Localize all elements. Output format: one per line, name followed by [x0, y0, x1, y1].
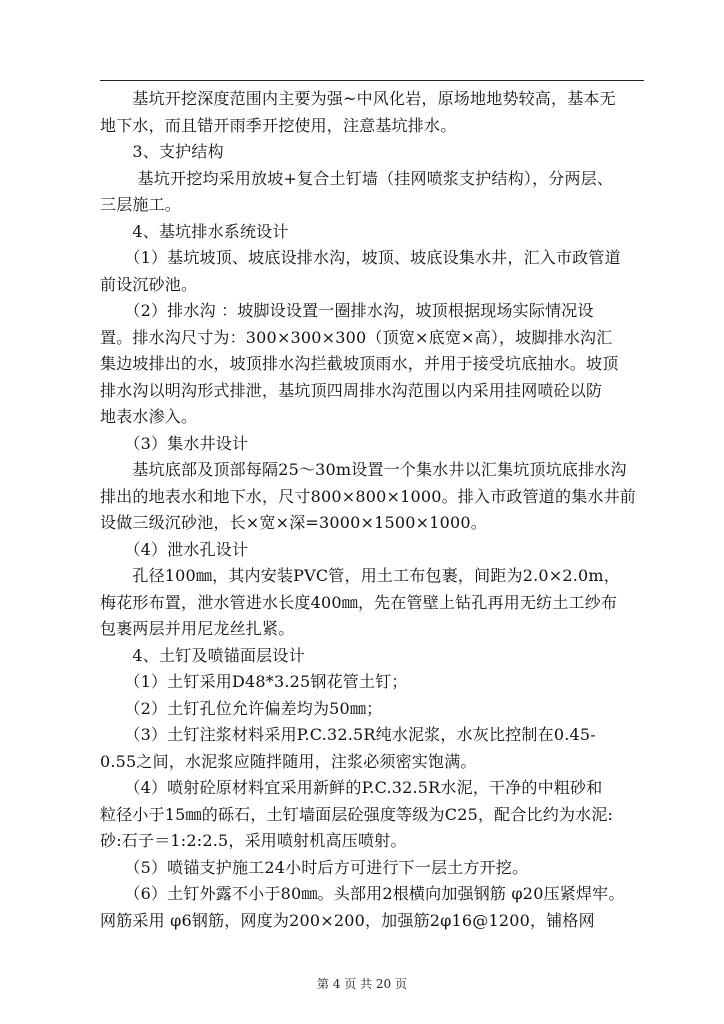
- section-heading: 3、支护结构: [100, 142, 224, 161]
- text-line: （2）排水沟 ：坡脚设设置一圈排水沟，坡顶根据现场实际情况设: [100, 301, 594, 320]
- text-line: 基坑开挖深度范围内主要为强~中风化岩，原场地地势较高，基本无: [100, 89, 616, 108]
- text-line: 粒径小于15㎜的砾石，土钉墙面层砼强度等级为C25，配合比约为水泥:: [100, 804, 614, 824]
- text-line: （2）土钉孔位允许偏差均为50㎜；: [100, 698, 383, 718]
- header-rule: [100, 80, 644, 81]
- text-line: 集边坡排出的水，坡顶排水沟拦截坡顶雨水，并用于接受坑底抽水。坡顶: [100, 354, 619, 373]
- text-line: 三层施工。: [100, 195, 182, 214]
- text-line: 包裹两层并用尼龙丝扎紧。: [100, 619, 295, 638]
- text-line: （5）喷锚支护施工24小时后方可进行下一层土方开挖。: [100, 857, 529, 877]
- text-line: 地下水，而且错开雨季开挖使用，注意基坑排水。: [100, 115, 457, 135]
- page-number-footer: 第 4 页 共 20 页: [317, 977, 407, 991]
- text-line: 0.55之间，水泥浆应随拌随用，注浆必须密实饱满。: [100, 751, 477, 771]
- text-line: 基坑开挖均采用放坡+复合土钉墙（挂网喷浆支护结构），分两层、: [100, 168, 614, 188]
- text-line: 排水沟以明沟形式排泄，基坑顶四周排水沟范围以内采用挂网喷砼以防: [100, 380, 603, 400]
- section-heading: 4、土钉及喷锚面层设计: [100, 645, 305, 665]
- section-heading: 4、基坑排水系统设计: [100, 221, 289, 241]
- text-line: 砂:石子＝1:2:2.5，采用喷射机高压喷射。: [100, 831, 407, 850]
- text-line: 前设沉砂池。: [100, 274, 198, 294]
- text-line: （6）土钉外露不小于80㎜。头部用2根横向加强钢筋 φ20压紧焊牢。: [100, 884, 625, 903]
- text-line: 孔径100㎜，其内安装PVC管，用土工布包裹，间距为2.0×2.0m，: [100, 566, 620, 585]
- text-line: （1）基坑坡顶、坡底设排水沟，坡顶、坡底设集水井，汇入市政管道: [100, 248, 621, 267]
- subsection-heading: （3）集水井设计: [100, 433, 249, 453]
- text-line: （1）土钉采用D48*3.25钢花管土钉；: [100, 672, 408, 691]
- text-line: 网筋采用 φ6钢筋，网度为200×200，加强筋2φ16@1200，铺格网: [100, 910, 595, 930]
- text-line: 梅花形布置，泄水管进水长度400㎜，先在管壁上钻孔再用无纺土工纱布: [100, 592, 618, 612]
- text-line: 排出的地表水和地下水，尺寸800×800×1000。排入市政管道的集水井前: [100, 486, 637, 506]
- text-line: （4）喷射砼原材料宜采用新鲜的P.C.32.5R水泥，干净的中粗砂和: [100, 778, 603, 797]
- text-line: 地表水渗入。: [100, 407, 198, 426]
- text-line: 基坑底部及顶部每隔25～30m设置一个集水井以汇集坑顶坑底排水沟: [100, 460, 627, 479]
- text-line: 设做三级沉砂池，长×宽×深=3000×1500×1000。: [100, 513, 487, 532]
- document-body: [100, 86, 650, 934]
- text-line: （3）土钉注浆材料采用P.C.32.5R纯水泥浆，水灰比控制在0.45-: [100, 725, 596, 744]
- text-line: 置。排水沟尺寸为：300×300×300（顶宽×底宽×高），坡脚排水沟汇: [100, 327, 613, 347]
- subsection-heading: （4）泄水孔设计: [100, 539, 249, 559]
